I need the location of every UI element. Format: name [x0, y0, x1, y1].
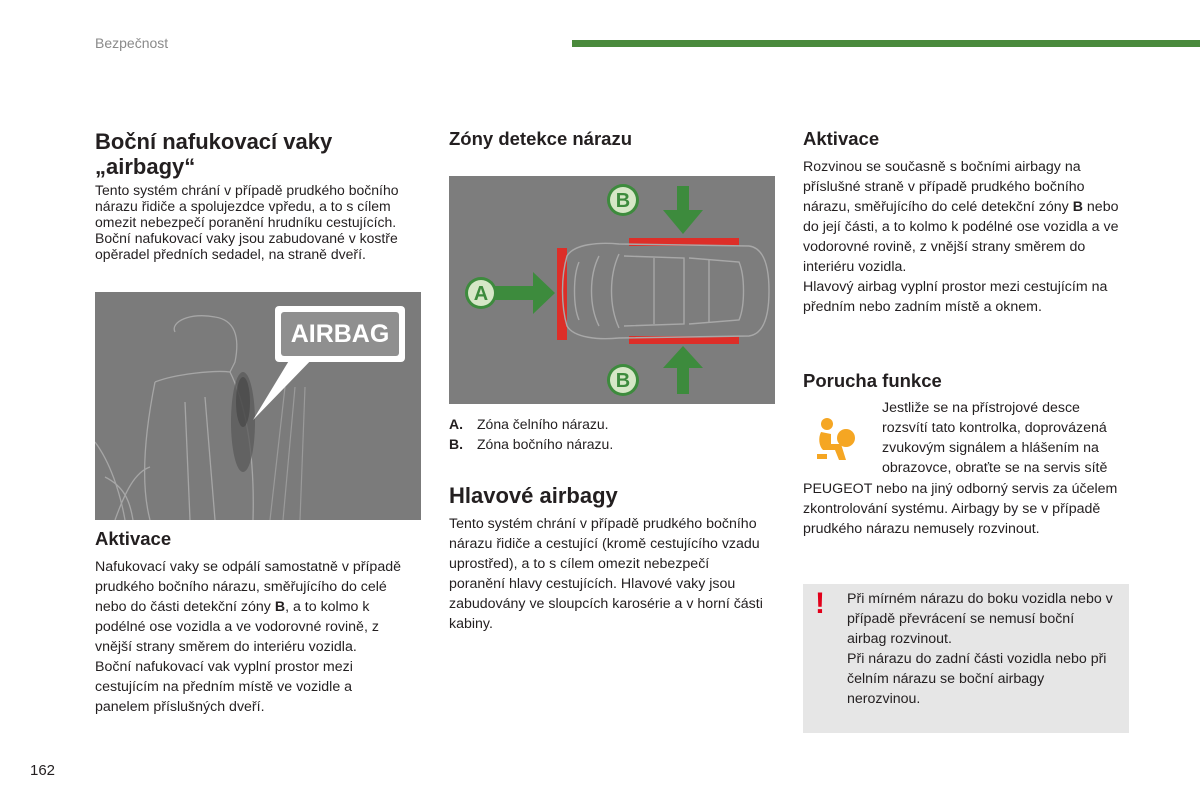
side-airbags-title: Boční nafukovací vaky „airbagy“ [95, 129, 333, 179]
head-airbags-text: Tento systém chrání v případě prudkého bočního nárazu řidiče a cestující (kromě cestujícího vzadu uprostřed), a to s cílem omezit nebezpečí poranění hlavy cestujících. Hlavové vaky jsou zabudovány ve sloupcích karosérie a v horní části kabiny. [449, 516, 763, 632]
impact-zones-figure [449, 176, 775, 404]
activation-title-col1: Aktivace [95, 528, 172, 549]
activation-paragraph-1: Nafukovací vaky se odpálí samostatně v případě prudkého bočního nárazu, směřujícího do celé nebo do části detekční zóny B, a to kolmo k podélné ose vozidla a ve vodorovné rovině, z vnější strany směrem do interiéru vozidla. [95, 559, 401, 655]
zone-b-bottom-label: B [615, 370, 631, 392]
seat-illustration [95, 292, 421, 520]
activation-paragraph-2: Boční nafukovací vak vyplní prostor mezi cestujícím na předním místě ve vozidle a panelem příslušných dveří. [95, 659, 353, 715]
page-number: 162 [30, 762, 56, 779]
activation-col3-paragraph-2: Hlavový airbag vyplní prostor mezi cestujícím na předním nebo zadním místě a oknem. [803, 279, 1108, 315]
warning-paragraph-1: Při mírném nárazu do boku vozidla nebo v případě převrácení se nemusí boční airbag rozvinout. [847, 591, 1113, 647]
side-airbags-intro: Tento systém chrání v případě prudkého bočního nárazu řidiče a spolujezdce vpředu, a to s cílem omezit nebezpečí poranění hrudníku cestujících. Boční nafukovací vaky jsou zabudované v kostře opěradel předních sedadel, na straně dveří. [95, 182, 399, 262]
legend-item-a: A. Zóna čelního nárazu. [449, 416, 609, 432]
airbag-warning-light-icon [813, 414, 863, 464]
fault-text-indented: Jestliže se na přístrojové desce rozsvítí tato kontrolka, doprovázená zvukovým signálem a hlášením na obrazovce, obraťte se na servis sítě [882, 400, 1108, 476]
car-top-view-diagram [449, 176, 775, 404]
fault-title: Porucha funkce [803, 370, 942, 391]
zones-legend [449, 414, 769, 454]
activation-title-col3: Aktivace [803, 128, 880, 149]
legend-item-b: B. Zóna bočního nárazu. [449, 436, 614, 452]
activation-text-col3 [803, 157, 1121, 317]
warning-paragraph-2: Při nárazu do zadní části vozidla nebo při čelním nárazu se boční airbagy nerozvinou. [847, 651, 1107, 707]
section-label: Bezpečnost [95, 35, 169, 51]
warning-exclamation-icon: ! [815, 587, 825, 620]
header-rule [572, 40, 1200, 47]
head-airbags-title: Hlavové airbagy [449, 483, 618, 508]
zone-a-label: A [473, 283, 489, 305]
zones-title: Zóny detekce nárazu [449, 128, 633, 149]
activation-text-col1 [95, 557, 405, 717]
warning-note-text [847, 589, 1117, 709]
airbag-badge-text: AIRBAG [290, 320, 390, 348]
fault-text-continued: PEUGEOT nebo na jiný odborný servis za účelem zkontrolování systému. Airbagy by se v případě prudkého nárazu nemusely rozvinout. [803, 481, 1118, 537]
zone-b-top-label: B [615, 190, 631, 212]
seat-airbag-figure [95, 292, 421, 520]
activation-col3-paragraph-1: Rozvinou se současně s bočními airbagy na příslušné straně v případě prudkého bočního nárazu, směřujícího do celé detekční zóny B nebo do její části, a to kolmo k podélné ose vozidla a ve vodorovné rovině, z vnější strany směrem do interiéru vozidla. [803, 159, 1119, 275]
